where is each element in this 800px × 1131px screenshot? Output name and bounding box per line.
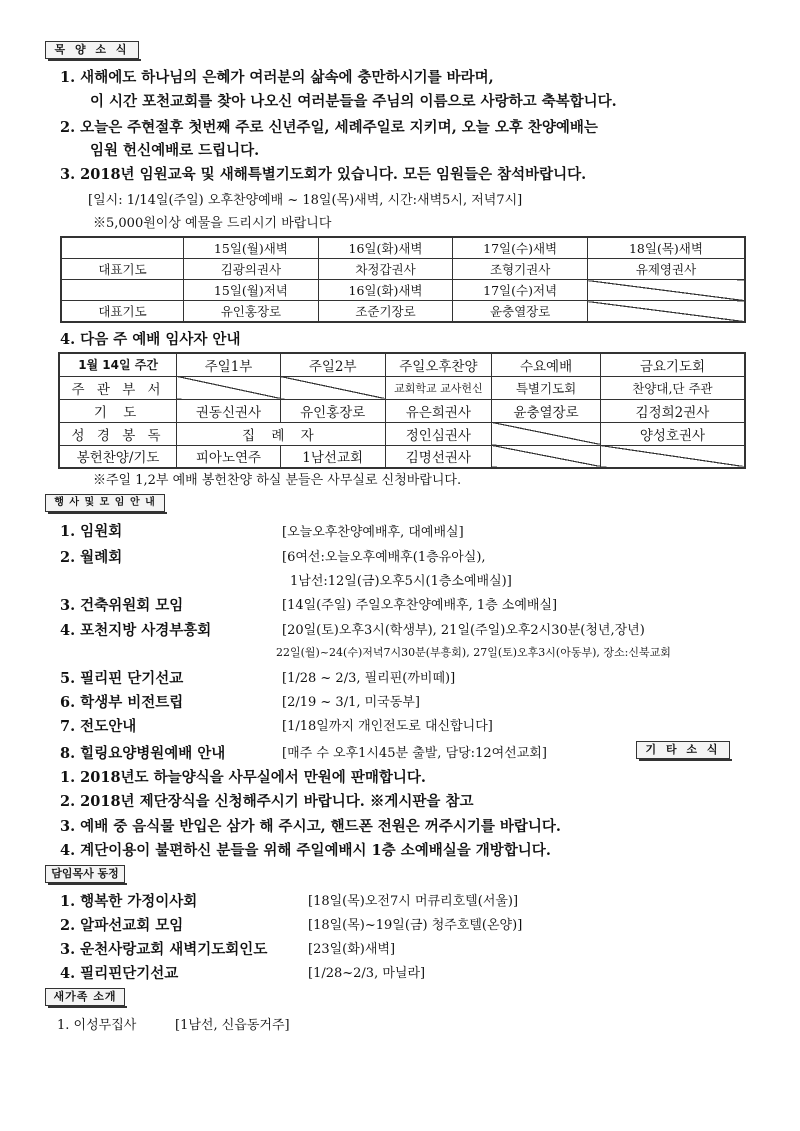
event-label: 4. 포천지방 사경부흥회 [60, 622, 212, 639]
event-label: 7. 전도안내 [60, 718, 137, 735]
mokyang-item1b: 이 시간 포천교회를 찾아 나오신 여러분들을 주님의 이름으로 사랑하고 축복합니다. [90, 93, 617, 110]
event-label: 1. 임원회 [60, 523, 123, 540]
event-value: [20일(토)오후3시(학생부), 21일(주일)오후2시30분(청년,장년) [282, 623, 645, 638]
prayer-cell [61, 237, 184, 259]
duty-header: 주일1부 [177, 353, 281, 376]
pastor-label: 3. 운천사랑교회 새벽기도회인도 [60, 941, 268, 958]
prayer-cell-empty [587, 301, 745, 323]
section-events-label: 행 사 및 모 임 안 내 [45, 494, 165, 512]
table-row [61, 301, 745, 323]
prayer-cell [61, 280, 184, 301]
prayer-cell: 대표기도 [61, 301, 184, 323]
table-row [59, 445, 745, 468]
event-value-line2: 22일(월)~24(수)저녁7시30분(부흥회), 27일(토)오후3시(아동부), 장소:신북교회 [276, 646, 671, 659]
duty-cell: 유인홍장로 [280, 399, 385, 422]
event-label: 8. 힐링요양병원예배 안내 [60, 745, 226, 762]
prayer-cell: 유제영권사 [587, 259, 745, 280]
pastor-label: 1. 행복한 가정이사회 [60, 893, 198, 910]
prayer-cell: 김광의권사 [184, 259, 319, 280]
table-row [61, 280, 745, 301]
mokyang-item3-schedule: [일시: 1/14일(주일) 오후찬양예배 ~ 18일(목)새벽, 시간:새벽5시, 저녁7시] [88, 193, 523, 208]
prayer-cell: 16일(화)새벽 [318, 237, 453, 259]
event-value: [1/28 ~ 2/3, 필리핀(까비떼)] [282, 671, 456, 686]
prayer-cell: 17일(수)저녁 [453, 280, 588, 301]
table-row [59, 353, 745, 376]
prayer-cell: 17일(수)새벽 [453, 237, 588, 259]
duty-cell: 피아노연주 [177, 445, 281, 468]
prayer-cell: 윤충열장로 [453, 301, 588, 323]
duty-header: 주일2부 [280, 353, 385, 376]
mokyang-item3-note: ※5,000원이상 예물을 드리시기 바랍니다 [93, 216, 332, 231]
prayer-cell: 대표기도 [61, 259, 184, 280]
etc-item: 2. 2018년 제단장식을 신청해주시기 바랍니다. ※게시판을 참고 [60, 793, 474, 810]
duty-cell: 찬양대,단 주관 [600, 376, 745, 399]
event-value: [14일(주일) 주일오후찬양예배후, 1층 소예배실] [282, 598, 558, 613]
duty-cell-empty [600, 445, 745, 468]
duty-cell: 유은희권사 [385, 399, 492, 422]
mokyang-item2b: 임원 헌신예배로 드립니다. [90, 142, 260, 159]
pastor-label: 4. 필리핀단기선교 [60, 965, 179, 982]
duty-cell: 특별기도회 [492, 376, 601, 399]
prayer-table [60, 236, 746, 323]
etc-item: 1. 2018년도 하늘양식을 사무실에서 만원에 판매합니다. [60, 769, 426, 786]
duty-cell-empty [177, 376, 281, 399]
mokyang-item4: 4. 다음 주 예배 임사자 안내 [60, 331, 241, 348]
etc-item: 3. 예배 중 음식물 반입은 삼가 해 주시고, 핸드폰 전원은 꺼주시기를 바랍니다. [60, 818, 561, 835]
table-row [59, 399, 745, 422]
duty-cell: 김정희2권사 [600, 399, 745, 422]
duty-header: 수요예배 [492, 353, 601, 376]
prayer-cell: 15일(월)새벽 [184, 237, 319, 259]
mokyang-note-bottom: ※주일 1,2부 예배 봉헌찬양 하실 분들은 사무실로 신청바랍니다. [93, 473, 462, 488]
event-label: 6. 학생부 비전트립 [60, 694, 184, 711]
section-etc-label: 기 타 소 식 [636, 741, 730, 759]
section-newfamily-label: 새가족 소개 [45, 988, 125, 1006]
duty-cell-empty [492, 422, 601, 445]
duty-cell: 양성호권사 [600, 422, 745, 445]
duty-cell: 정인심권사 [385, 422, 492, 445]
table-row [59, 422, 745, 445]
event-value-line2: 1남선:12일(금)오후5시(1층소예배실)] [290, 574, 512, 589]
duty-cell-empty [492, 445, 601, 468]
pastor-label: 2. 알파선교회 모임 [60, 917, 184, 934]
duty-header: 주일오후찬양 [385, 353, 492, 376]
event-value: [매주 수 오후1시45분 출발, 담당:12여선교회] [282, 746, 547, 761]
duty-cell: 김명선권사 [385, 445, 492, 468]
section-pastor-label: 담임목사 동정 [45, 865, 125, 883]
prayer-cell: 조형기권사 [453, 259, 588, 280]
event-label: 5. 필리핀 단기선교 [60, 670, 184, 687]
newfamily-value: [1남선, 신읍동거주] [175, 1018, 290, 1033]
prayer-cell: 유인홍장로 [184, 301, 319, 323]
table-row [61, 259, 745, 280]
prayer-cell: 조준기장로 [318, 301, 453, 323]
pastor-value: [23일(화)새벽] [308, 942, 396, 957]
event-value: [2/19 ~ 3/1, 미국동부] [282, 695, 420, 710]
duty-table [58, 352, 746, 469]
mokyang-item2a: 2. 오늘은 주현절후 첫번째 주로 신년주일, 세례주일로 지키며, 오늘 오후 찬양예배는 [60, 119, 598, 136]
event-value: [1/18일까지 개인전도로 대신합니다] [282, 719, 493, 734]
prayer-cell: 18일(목)새벽 [587, 237, 745, 259]
duty-row-label: 봉헌찬양/기도 [59, 445, 177, 468]
newfamily-label: 1. 이성무집사 [57, 1018, 137, 1033]
mokyang-item3: 3. 2018년 임원교육 및 새해특별기도회가 있습니다. 모든 임원들은 참석바랍니다. [60, 166, 587, 183]
duty-row-label: 주 관 부 서 [59, 376, 177, 399]
duty-cell: 1남선교회 [280, 445, 385, 468]
duty-cell: 교회학교 교사헌신 [385, 376, 492, 399]
duty-row-label: 성 경 봉 독 [59, 422, 177, 445]
duty-cell: 윤충열장로 [492, 399, 601, 422]
duty-row-label: 기 도 [59, 399, 177, 422]
event-label: 2. 월례회 [60, 549, 123, 566]
prayer-cell: 15일(월)저녁 [184, 280, 319, 301]
duty-cell: 집 례 자 [177, 422, 385, 445]
table-row [59, 376, 745, 399]
pastor-value: [18일(목)오전7시 머큐리호텔(서울)] [308, 894, 519, 909]
duty-cell: 권동신권사 [177, 399, 281, 422]
prayer-cell: 차정갑권사 [318, 259, 453, 280]
event-value: [오늘오후찬양예배후, 대예배실] [282, 525, 464, 540]
duty-header: 금요기도회 [600, 353, 745, 376]
pastor-value: [1/28~2/3, 마닐라] [308, 966, 426, 981]
event-value: [6여선:오늘오후예배후(1층유아실), [282, 550, 486, 565]
etc-item: 4. 계단이용이 불편하신 분들을 위해 주일예배시 1층 소예배실을 개방합니다. [60, 842, 551, 859]
table-row [61, 237, 745, 259]
duty-header-week: 1월 14일 주간 [59, 353, 177, 376]
pastor-value: [18일(목)~19일(금) 청주호텔(온양)] [308, 918, 523, 933]
section-mokyang-label: 목 양 소 식 [45, 41, 139, 59]
prayer-cell-empty [587, 280, 745, 301]
event-label: 3. 건축위원회 모임 [60, 597, 184, 614]
duty-cell-empty [280, 376, 385, 399]
mokyang-item1a: 1. 새해에도 하나님의 은혜가 여러분의 삶속에 충만하시기를 바라며, [60, 69, 494, 86]
prayer-cell: 16일(화)새벽 [318, 280, 453, 301]
